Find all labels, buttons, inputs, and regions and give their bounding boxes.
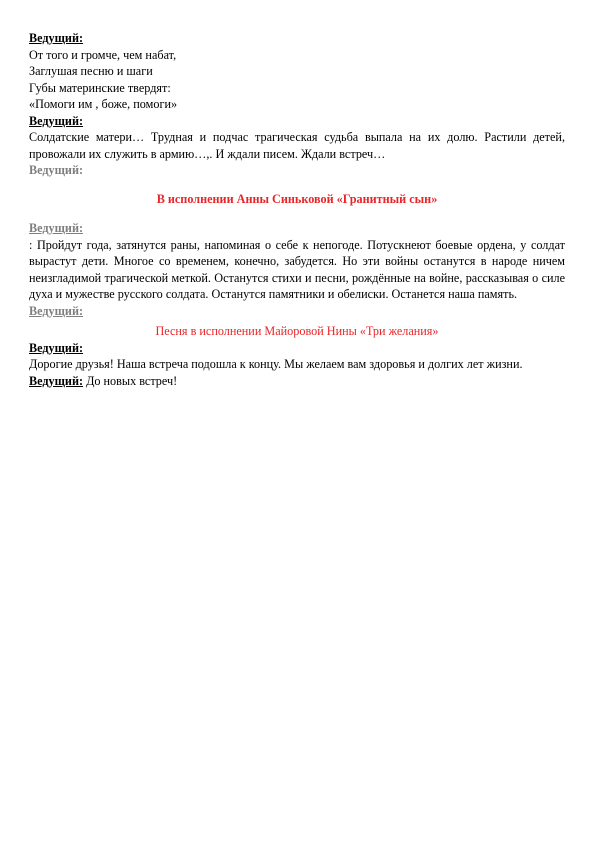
speaker-label: Ведущий: bbox=[29, 163, 84, 177]
song-title: Песня в исполнении Майоровой Нины «Три желания» bbox=[155, 324, 439, 338]
speaker-label: Ведущий: bbox=[29, 221, 84, 235]
song-title: В исполнении Анны Синьковой «Гранитный сын» bbox=[156, 191, 438, 206]
poem-line: Губы материнские твердят: bbox=[29, 80, 171, 95]
speaker-label: Ведущий: bbox=[29, 303, 84, 318]
poem-line: Заглушая песню и шаги bbox=[29, 64, 153, 78]
poem-line: От того и громче, чем набат, bbox=[29, 47, 177, 62]
final-line bbox=[29, 373, 565, 390]
speaker-label: Ведущий: bbox=[29, 31, 84, 45]
speaker-label: Ведущий: bbox=[29, 373, 84, 388]
poem-line: «Помоги им , боже, помоги» bbox=[29, 97, 178, 111]
document-body bbox=[29, 30, 565, 389]
final-text: До новых встреч! bbox=[83, 373, 178, 388]
farewell-paragraph: Дорогие друзья! Наша встреча подошла к концу. Мы желаем вам здоровья и долгих лет жизни. bbox=[29, 357, 523, 371]
speaker-label: Ведущий: bbox=[29, 340, 84, 355]
years-paragraph: : Пройдут года, затянутся раны, напоминая о себе к непогоде. Потускнеют боевые ордена, у солдат вырастут дети. Многое со временем, конечно, забудется. Но эти войны останутся в народе ничем неизгладимой трагической меткой. Останутся стихи и песни, рождённые на войне, рассказывая о силе духа и мужестве русского солдата. Останутся памятники и обелиски. Останется наша память. bbox=[29, 237, 565, 301]
mothers-paragraph: Солдатские матери… Трудная и подчас трагическая судьба выпала на их долю. Растили детей, провожали их служить в армию…,. И ждали писем. Ждали встреч… bbox=[29, 130, 565, 161]
speaker-label: Ведущий: bbox=[29, 113, 84, 128]
